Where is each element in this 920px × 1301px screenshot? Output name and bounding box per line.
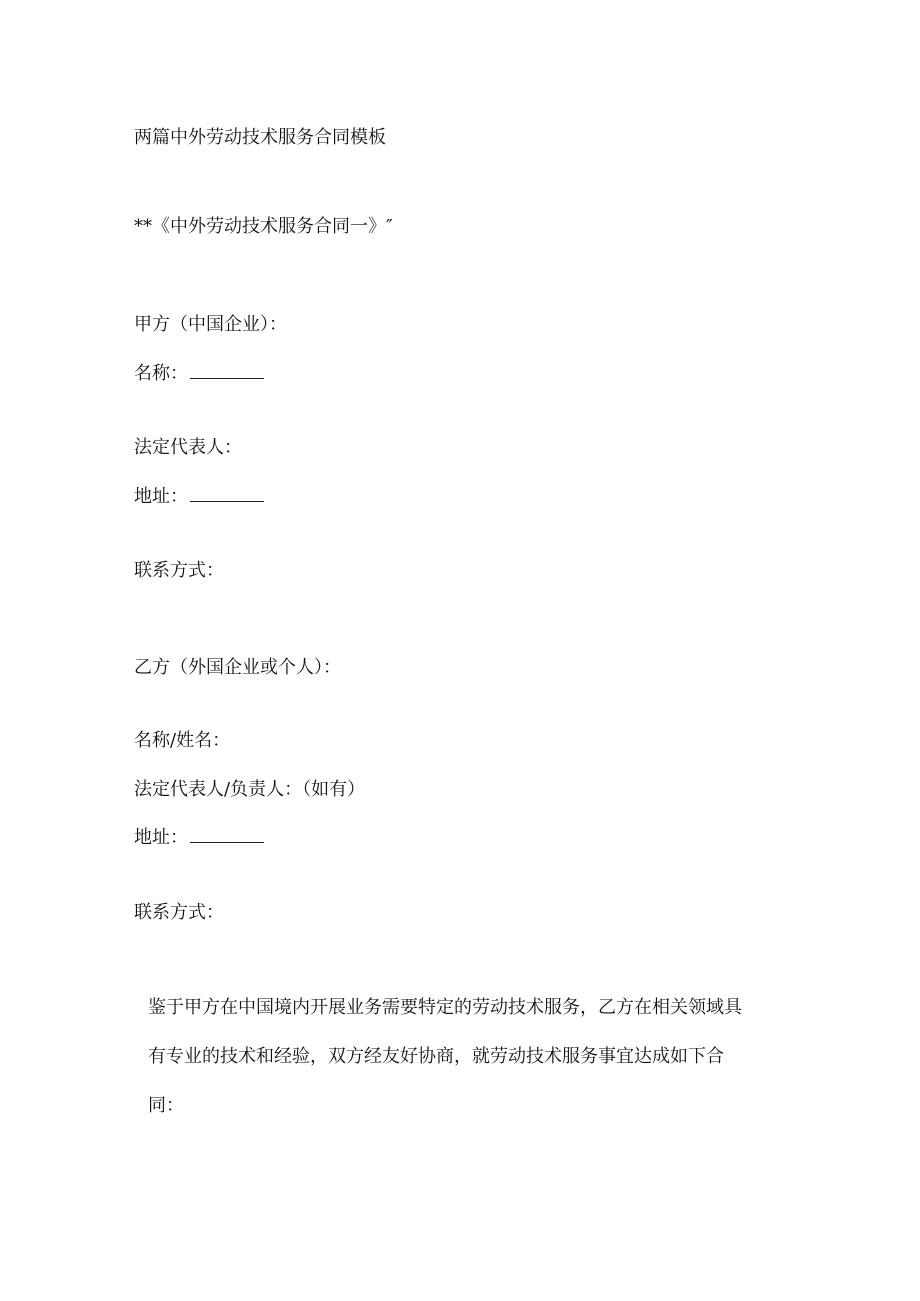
party-a-legal-rep-label: 法定代表人：: [134, 437, 242, 458]
party-a-name-row: [134, 362, 264, 386]
preamble-line-1: 鉴于甲方在中国境内开展业务需要特定的劳动技术服务，乙方在相关领域具: [148, 997, 742, 1018]
party-b-heading: 乙方（外国企业或个人）：: [134, 657, 341, 678]
preamble-line-2: 有专业的技术和经验，双方经友好协商，就劳动技术服务事宜达成如下合: [148, 1046, 724, 1067]
party-b-address-blank: [190, 826, 264, 843]
party-a-name-blank: [190, 362, 264, 379]
document-title: 两篇中外劳动技术服务合同模板: [134, 127, 386, 148]
party-b-address-label: 地址：: [134, 827, 188, 848]
contract-subtitle: **《中外劳动技术服务合同一》″: [134, 216, 393, 237]
party-a-address-blank: [190, 485, 264, 502]
preamble-line-3: 同：: [148, 1095, 184, 1116]
party-a-name-label: 名称：: [134, 363, 188, 384]
party-a-heading: 甲方（中国企业）：: [134, 314, 287, 335]
party-b-name-label: 名称/姓名：: [134, 730, 231, 751]
party-a-address-row: [134, 485, 264, 509]
party-b-legal-rep-label: 法定代表人/负责人：（如有）: [134, 779, 366, 800]
party-b-contact-label: 联系方式：: [134, 902, 224, 923]
party-b-address-row: [134, 826, 264, 850]
party-a-address-label: 地址：: [134, 486, 188, 507]
party-a-contact-label: 联系方式：: [134, 560, 224, 581]
